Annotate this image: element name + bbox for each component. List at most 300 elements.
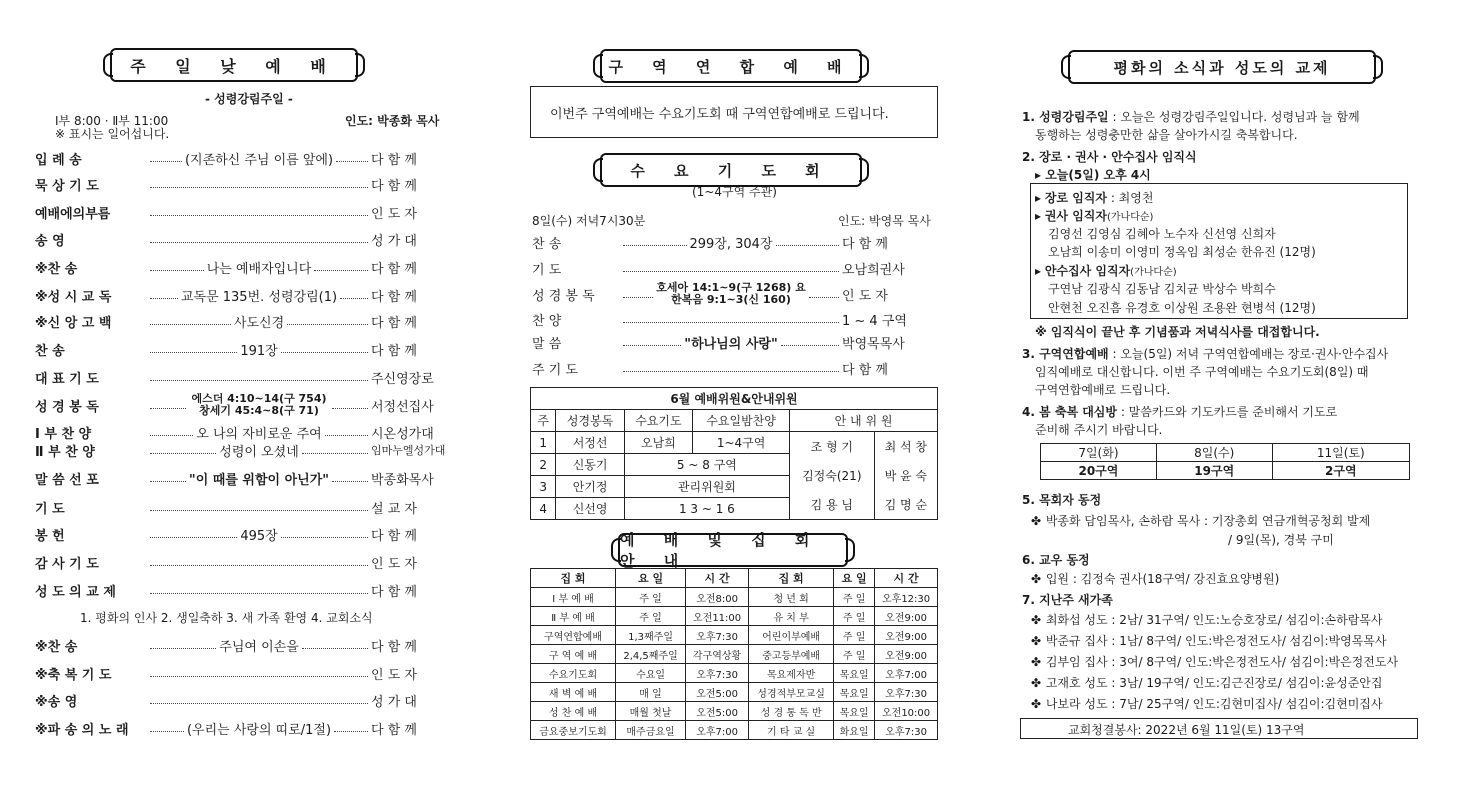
order-person: 다 함 께 (371, 343, 417, 359)
schedule-cell: 주 일 (834, 645, 875, 664)
schedule-row (531, 683, 938, 702)
duty-header: 주 (531, 410, 556, 432)
leader-dots (150, 530, 237, 538)
wednesday-person: 오남희권사 (842, 262, 905, 278)
order-person: 설 교 자 (371, 501, 417, 517)
order-row (35, 552, 463, 572)
leader-dots (150, 345, 237, 353)
leader-dots (150, 180, 368, 188)
order-detail-wrap (147, 286, 371, 305)
duty-cell: 1 3 ~ 1 6 (624, 498, 789, 520)
wednesday-person: 다 함 께 (842, 362, 888, 378)
order-label: 대 표 기 도 (35, 371, 99, 387)
schedule-cell: 오전9:00 (875, 607, 938, 626)
schedule-header: 시 간 (875, 569, 938, 588)
triangle-icon: ▸ (1035, 191, 1045, 205)
cross-icon: ✤ (1030, 514, 1042, 528)
order-row (35, 311, 463, 331)
wednesday-row (532, 358, 938, 378)
duty-title: 6월 예배위원&안내위원 (531, 388, 938, 410)
news-6-text-main: 입원 : 김정숙 권사(18구역/ 강진효요양병원) (1045, 572, 1280, 586)
order-label: ※파 송 의 노 래 (35, 722, 129, 738)
cross-icon: ✤ (1030, 676, 1042, 690)
order-row (35, 339, 463, 359)
news-3-text3: 구역연합예배로 드립니다. (1035, 383, 1171, 397)
leader-dots (150, 669, 368, 677)
leader-dots (150, 154, 182, 162)
order-person: 다 함 께 (371, 639, 417, 655)
order-row (35, 440, 463, 460)
news-4-text: : 말씀카드와 기도카드를 준비해서 기도로 (1120, 405, 1338, 419)
order-person: 인 도 자 (371, 206, 417, 222)
schedule-cell: 2,4,5째주일 (616, 645, 686, 664)
news-5-text-main: 박종화 담임목사, 손하람 목사 : 기장총회 연금개혁공청회 발제 (1045, 514, 1371, 528)
newcomer-text: 김부임 집사 : 3여/ 8구역/ 인도:박은정전도사/ 섬김이:박은정전도사 (1045, 655, 1399, 669)
order-person: 주신영장로 (371, 371, 434, 387)
visit-date: 11일(토) (1272, 444, 1409, 462)
duty-table-wrap (530, 387, 938, 520)
title-banner-union: 구 역 연 합 예 배 (600, 49, 862, 83)
order-row (35, 229, 463, 249)
schedule-cell: 새 벽 예 배 (531, 683, 616, 702)
newcomer-text: 나보라 성도 : 7남/ 25구역/ 인도:김현미집사/ 섬김이:김현미집사 (1045, 697, 1383, 711)
elder-label: 장로 임직자 (1044, 191, 1107, 205)
visit-group: 2구역 (1272, 462, 1409, 480)
order-detail: (우리는 사랑의 띠로/1절) (186, 722, 332, 738)
duty-header: 수요일밤찬양 (693, 410, 790, 432)
order-person: 박종화목사 (371, 472, 434, 488)
schedule-cell: 화요일 (834, 721, 875, 740)
news-6-text (1030, 570, 1279, 587)
duty-cell: 3 (531, 476, 556, 498)
schedule-header: 시 간 (686, 569, 749, 588)
leader-dots (150, 474, 186, 482)
order-label: 묵 상 기 도 (35, 178, 99, 194)
wednesday-row (532, 309, 938, 329)
schedule-cell: 주 일 (616, 607, 686, 626)
order-row (35, 422, 463, 442)
cross-icon: ✤ (1030, 572, 1042, 586)
order-detail: 성령이 오셨네 (219, 444, 299, 460)
news-1-head: 1. 성령강림주일 (1022, 110, 1109, 124)
order-label: 찬 송 (35, 343, 65, 359)
wednesday-date: 8일(수) 저녁7시30분 (532, 214, 646, 228)
order-detail: 사도신경 (233, 315, 285, 331)
title-banner-wednesday: 수 요 기 도 회 (600, 153, 862, 187)
triangle-icon: ▸ (1035, 168, 1046, 182)
leader-dots (623, 290, 653, 298)
order-detail-wrap (147, 149, 371, 168)
wednesday-label: 주 기 도 (532, 362, 578, 378)
wednesday-sub: (1~4구역 주관) (692, 185, 777, 199)
schedule-cell: 오후7:30 (686, 626, 749, 645)
duty-cell: 1 (531, 432, 556, 454)
news-1 (1022, 108, 1360, 125)
wednesday-detail: "하나님의 사랑" (684, 336, 778, 352)
deacon-line (1035, 262, 1177, 279)
cleaning-text: 교회청결봉사: 2022년 6월 11일(토) 13구역 (1068, 723, 1305, 737)
schedule-cell: 구역연합예배 (531, 626, 616, 645)
order-person: 다 함 께 (371, 315, 417, 331)
news-6-head: 6. 교우 동정 (1022, 553, 1090, 567)
schedule-cell: Ⅰ 부 예 배 (531, 588, 616, 607)
schedule-cell: 매월 첫날 (616, 702, 686, 721)
usher-name: 김정숙(21) (790, 461, 874, 490)
order-label: 봉 헌 (35, 528, 65, 544)
order-detail: 주님여 이손을 (219, 639, 299, 655)
order-label: ※송 영 (35, 694, 78, 710)
leader-dots (150, 428, 193, 436)
wednesday-person: 인 도 자 (842, 288, 888, 304)
usher-name: 김 용 님 (790, 490, 874, 519)
order-detail: 나는 예배자입니다 (206, 261, 312, 277)
visit-table-wrap (1040, 443, 1410, 480)
schedule-header: 집 회 (531, 569, 616, 588)
newcomer-text: 고재호 성도 : 3남/ 19구역/ 인도:김근진장로/ 섬김이:윤성준안집 (1045, 676, 1383, 690)
order-detail-wrap (147, 235, 371, 243)
schedule-cell: 오후7:30 (875, 721, 938, 740)
order-person: 서정선집사 (371, 399, 434, 415)
news-7-head: 7. 지난주 새가족 (1022, 593, 1113, 607)
leader-dots (150, 291, 178, 299)
duty-cell: 5 ~ 8 구역 (624, 454, 789, 476)
order-detail: (지존하신 주님 이름 앞에) (184, 152, 334, 168)
triangle-icon: ▸ (1035, 209, 1045, 223)
wednesday-detail: 299장, 304장 (689, 236, 773, 252)
schedule-table-wrap (530, 568, 938, 740)
wednesday-label: 기 도 (532, 262, 562, 278)
leader-dots (334, 724, 368, 732)
leader-dots (150, 446, 216, 454)
schedule-cell: 오후12:30 (875, 588, 938, 607)
order-row (35, 202, 463, 222)
leader-dots (809, 290, 839, 298)
order-label: ※축 복 기 도 (35, 667, 112, 683)
title-banner-news: 평화의 소식과 성도의 교제 (1068, 50, 1376, 84)
order-detail: 에스더 4:10~14(구 754) 창세기 45:4~8(구 71) (191, 393, 327, 417)
order-detail-wrap (147, 340, 371, 359)
fellowship-list: 1. 평화의 인사 2. 생일축하 3. 새 가족 환영 4. 교회소식 (80, 611, 373, 625)
schedule-cell: 성 찬 예 배 (531, 702, 616, 721)
schedule-cell: 금요중보기도회 (531, 721, 616, 740)
news-2-head: 2. 장로 · 권사 · 안수집사 임직식 (1022, 150, 1197, 164)
order-detail-wrap (147, 636, 371, 655)
schedule-cell: 각구역상황 (686, 645, 749, 664)
schedule-cell: 목요일 (834, 664, 875, 683)
leader-dots (150, 401, 186, 409)
news-1-text: : 오늘은 성령강림주일입니다. 성령님과 늘 함께 (1112, 110, 1360, 124)
title-banner-schedule: 예 배 및 집 회 안 내 (618, 533, 848, 567)
order-label: ※찬 송 (35, 639, 78, 655)
leader-dots (150, 503, 368, 511)
news-3-head: 3. 구역연합예배 (1022, 347, 1109, 361)
order-row (35, 285, 463, 305)
order-person: 인 도 자 (371, 556, 417, 572)
schedule-cell: 오후7:30 (686, 664, 749, 683)
standing-note: ※ 표시는 일어섭니다. (55, 127, 170, 141)
schedule-cell: 주 일 (834, 607, 875, 626)
order-detail: 495장 (240, 528, 278, 544)
order-row (35, 635, 463, 655)
schedule-cell: 오전9:00 (875, 626, 938, 645)
schedule-row (531, 702, 938, 721)
order-row (35, 367, 463, 387)
leader-dots (150, 696, 368, 704)
wednesday-label: 말 씀 (532, 336, 562, 352)
order-detail-wrap (147, 719, 371, 738)
duty-cell: 4 (531, 498, 556, 520)
leader-dots (623, 315, 839, 323)
news-5-text2: / 9일(목), 경북 구미 (1228, 533, 1334, 547)
deacon-names-2: 안현천 오진흠 유경호 이상원 조용완 현병석 (12명) (1048, 301, 1316, 315)
schedule-cell: 오전5:00 (686, 702, 749, 721)
order-detail: 오 나의 자비로운 주여 (196, 426, 322, 442)
order-row (35, 497, 463, 517)
newcomer-text: 최화섭 성도 : 2남/ 31구역/ 인도:노승호장로/ 섬김이:손하람목사 (1045, 613, 1383, 627)
news-4-head: 4. 봄 축복 대심방 (1022, 405, 1117, 419)
order-detail-wrap (147, 503, 371, 511)
schedule-cell: 오후7:00 (875, 664, 938, 683)
schedule-table (530, 568, 938, 740)
news-4 (1022, 403, 1337, 420)
wednesday-leader: 인도: 박영목 목사 (838, 214, 931, 228)
schedule-row (531, 607, 938, 626)
deacon-label: 안수집사 임직자 (1044, 264, 1131, 278)
order-person: 다 함 께 (371, 152, 417, 168)
order-detail-wrap (147, 469, 371, 488)
schedule-cell: 중고등부예배 (749, 645, 834, 664)
order-row (35, 524, 463, 544)
news-4-text2: 준비해 주시기 바랍니다. (1035, 423, 1163, 437)
order-person: 다 함 께 (371, 722, 417, 738)
order-label: 예배에의부름 (35, 206, 111, 222)
leader-dots (150, 317, 231, 325)
duty-header: 수요기도 (624, 410, 692, 432)
order-row (35, 663, 463, 683)
duty-cell: 2 (531, 454, 556, 476)
order-row (35, 257, 463, 277)
leader-dots (150, 641, 216, 649)
kwonsa-small: (가나다순) (1106, 212, 1154, 223)
newcomer-item (1030, 611, 1383, 628)
leader-dots (336, 154, 368, 162)
order-detail: 교독문 135번. 성령강림(1) (180, 289, 338, 305)
kwonsa-names-2: 오남희 이송미 이영미 정옥임 최성순 한유진 (12명) (1048, 245, 1316, 259)
order-label: ※성 시 교 독 (35, 289, 112, 305)
triangle-icon: ▸ (1035, 264, 1045, 278)
order-detail-wrap (147, 669, 371, 677)
schedule-cell: 1,3째주일 (616, 626, 686, 645)
cross-icon: ✤ (1030, 634, 1042, 648)
order-row (35, 174, 463, 194)
order-detail-wrap (147, 441, 371, 460)
order-label: 말 씀 선 포 (35, 472, 99, 488)
duty-table (530, 387, 938, 520)
order-label: 기 도 (35, 501, 65, 517)
usher-cell (790, 432, 938, 520)
leader-dots (325, 428, 368, 436)
wednesday-row (532, 281, 938, 306)
order-label: Ⅱ 부 찬 양 (35, 444, 95, 460)
order-person: 다 함 께 (371, 178, 417, 194)
order-label: ※신 앙 고 백 (35, 315, 112, 331)
order-label: 성 도 의 교 제 (35, 584, 116, 600)
subtitle: - 성령강림주일 - (205, 92, 293, 106)
leader-dots (281, 530, 368, 538)
leader-dots (287, 317, 368, 325)
order-label: 송 영 (35, 233, 65, 249)
order-person: 다 함 께 (371, 584, 417, 600)
schedule-cell: 수요기도회 (531, 664, 616, 683)
schedule-cell: 목요일 (834, 702, 875, 721)
order-person: 다 함 께 (371, 528, 417, 544)
leader-dots (623, 238, 687, 246)
wednesday-person: 박영목목사 (842, 336, 905, 352)
schedule-cell: 오전11:00 (686, 607, 749, 626)
elder-line (1035, 189, 1153, 206)
duty-cell: 오남희 (624, 432, 692, 454)
order-detail-wrap (147, 258, 371, 277)
visit-date: 7일(화) (1041, 444, 1157, 462)
leader-dots (314, 263, 368, 271)
schedule-cell: Ⅱ 부 예 배 (531, 607, 616, 626)
order-detail-wrap (147, 525, 371, 544)
leader-dots (781, 338, 839, 346)
schedule-cell: 매 일 (616, 683, 686, 702)
leader-dots (302, 446, 368, 454)
schedule-cell: 기 타 교 실 (749, 721, 834, 740)
wednesday-label: 성 경 봉 독 (532, 288, 595, 304)
schedule-cell: 오후7:00 (686, 721, 749, 740)
schedule-cell: 성경적부모교실 (749, 683, 834, 702)
duty-header: 성경봉독 (556, 410, 624, 432)
schedule-row (531, 588, 938, 607)
usher-name: 박 윤 숙 (884, 469, 927, 483)
news-3-text: : 오늘(5일) 저녁 구역연합예배는 장로·권사·안수집사 (1112, 347, 1389, 361)
kwonsa-names-1: 김영선 김영심 김혜아 노수자 신선영 신희자 (1048, 227, 1276, 241)
schedule-cell: 오전9:00 (875, 645, 938, 664)
order-label: 성 경 봉 독 (35, 399, 99, 415)
news-5-head: 5. 목회자 동정 (1022, 493, 1102, 507)
news-3-text2: 임직예배로 대신합니다. 이번 주 구역예배는 수요기도회(8일) 때 (1035, 365, 1369, 379)
schedule-row (531, 645, 938, 664)
schedule-row (531, 626, 938, 645)
duty-row (531, 432, 938, 454)
schedule-cell: 수요일 (616, 664, 686, 683)
news-5-text (1030, 512, 1370, 529)
order-person: 다 함 께 (371, 261, 417, 277)
schedule-cell: 성 경 통 독 반 (749, 702, 834, 721)
leader-dots (340, 291, 368, 299)
leader-dots (150, 263, 204, 271)
schedule-cell: 청 년 회 (749, 588, 834, 607)
schedule-header: 집 회 (749, 569, 834, 588)
order-detail-wrap (147, 373, 371, 381)
visit-table (1040, 443, 1410, 480)
order-row (35, 395, 463, 415)
news-1-text2: 동행하는 성령충만한 삶을 살아가시길 축복합니다. (1035, 128, 1298, 142)
duty-cell: 신선영 (556, 498, 624, 520)
order-detail: 191장 (240, 343, 278, 359)
order-detail-wrap (147, 558, 371, 566)
wednesday-person: 다 함 께 (842, 236, 888, 252)
order-label: Ⅰ 부 찬 양 (35, 426, 92, 442)
order-row (35, 718, 463, 738)
order-label: ※찬 송 (35, 261, 78, 277)
order-detail-wrap (147, 208, 371, 216)
leader-dots (281, 345, 368, 353)
schedule-cell: 어린이부예배 (749, 626, 834, 645)
schedule-header: 요 일 (616, 569, 686, 588)
order-row (35, 580, 463, 600)
leader-dots (332, 401, 368, 409)
duty-cell: 안기정 (556, 476, 624, 498)
order-person: 성 가 대 (371, 233, 417, 249)
usher-name: 김 명 순 (884, 498, 927, 512)
order-detail-wrap (147, 393, 371, 417)
schedule-cell: 오후7:30 (875, 683, 938, 702)
kwonsa-label: 권사 임직자 (1044, 209, 1107, 223)
leader-dots (150, 586, 368, 594)
order-row (35, 148, 463, 168)
schedule-cell: 주 일 (616, 588, 686, 607)
order-detail-wrap (147, 312, 371, 331)
deacon-names-1: 구연남 김광식 김동남 김치균 박상수 박희수 (1048, 282, 1276, 296)
leader-dots (332, 474, 368, 482)
leader-dots (150, 208, 368, 216)
order-person: 임마누엘성가대 (371, 444, 446, 457)
cross-icon: ✤ (1030, 655, 1042, 669)
order-detail: "이 때를 위함이 아닌가" (188, 472, 330, 488)
schedule-row (531, 721, 938, 740)
order-person: 인 도 자 (371, 667, 417, 683)
leader-dots (150, 235, 368, 243)
duty-header: 안 내 위 원 (790, 410, 938, 432)
schedule-cell: 매주금요일 (616, 721, 686, 740)
newcomer-item (1030, 653, 1398, 670)
schedule-cell: 목요제자반 (749, 664, 834, 683)
order-detail-wrap (147, 423, 371, 442)
service-times: Ⅰ부 8:00 · Ⅱ부 11:00 (55, 114, 169, 128)
leader-dots (302, 641, 368, 649)
leader: 인도: 박종화 목사 (345, 114, 440, 128)
order-label: 감 사 기 도 (35, 556, 99, 572)
leader-dots (623, 338, 681, 346)
ordination-note: ※ 임직식이 끝난 후 기념품과 저녁식사를 대접합니다. (1035, 325, 1320, 339)
schedule-cell: 오전5:00 (686, 683, 749, 702)
wednesday-row (532, 332, 938, 352)
wednesday-label: 찬 양 (532, 313, 562, 329)
wednesday-person: 1 ~ 4 구역 (842, 313, 907, 329)
leader-dots (150, 724, 184, 732)
wednesday-row (532, 258, 938, 278)
duty-cell: 신동기 (556, 454, 624, 476)
elder-name: : 최영천 (1110, 191, 1154, 205)
newcomer-item (1030, 695, 1383, 712)
order-row (35, 468, 463, 488)
order-detail-wrap (147, 180, 371, 188)
usher-name: 조 형 기 (790, 432, 874, 461)
order-detail-wrap (147, 696, 371, 704)
duty-cell: 1~4구역 (693, 432, 790, 454)
schedule-cell: 오전10:00 (875, 702, 938, 721)
order-person: 다 함 께 (371, 289, 417, 305)
duty-cell: 관리위원회 (624, 476, 789, 498)
order-person: 성 가 대 (371, 694, 417, 710)
cross-icon: ✤ (1030, 697, 1042, 711)
leader-dots (150, 558, 368, 566)
wednesday-detail: 호세아 14:1~9(구 1268) 요한복음 9:1~3(신 160) (656, 281, 806, 306)
